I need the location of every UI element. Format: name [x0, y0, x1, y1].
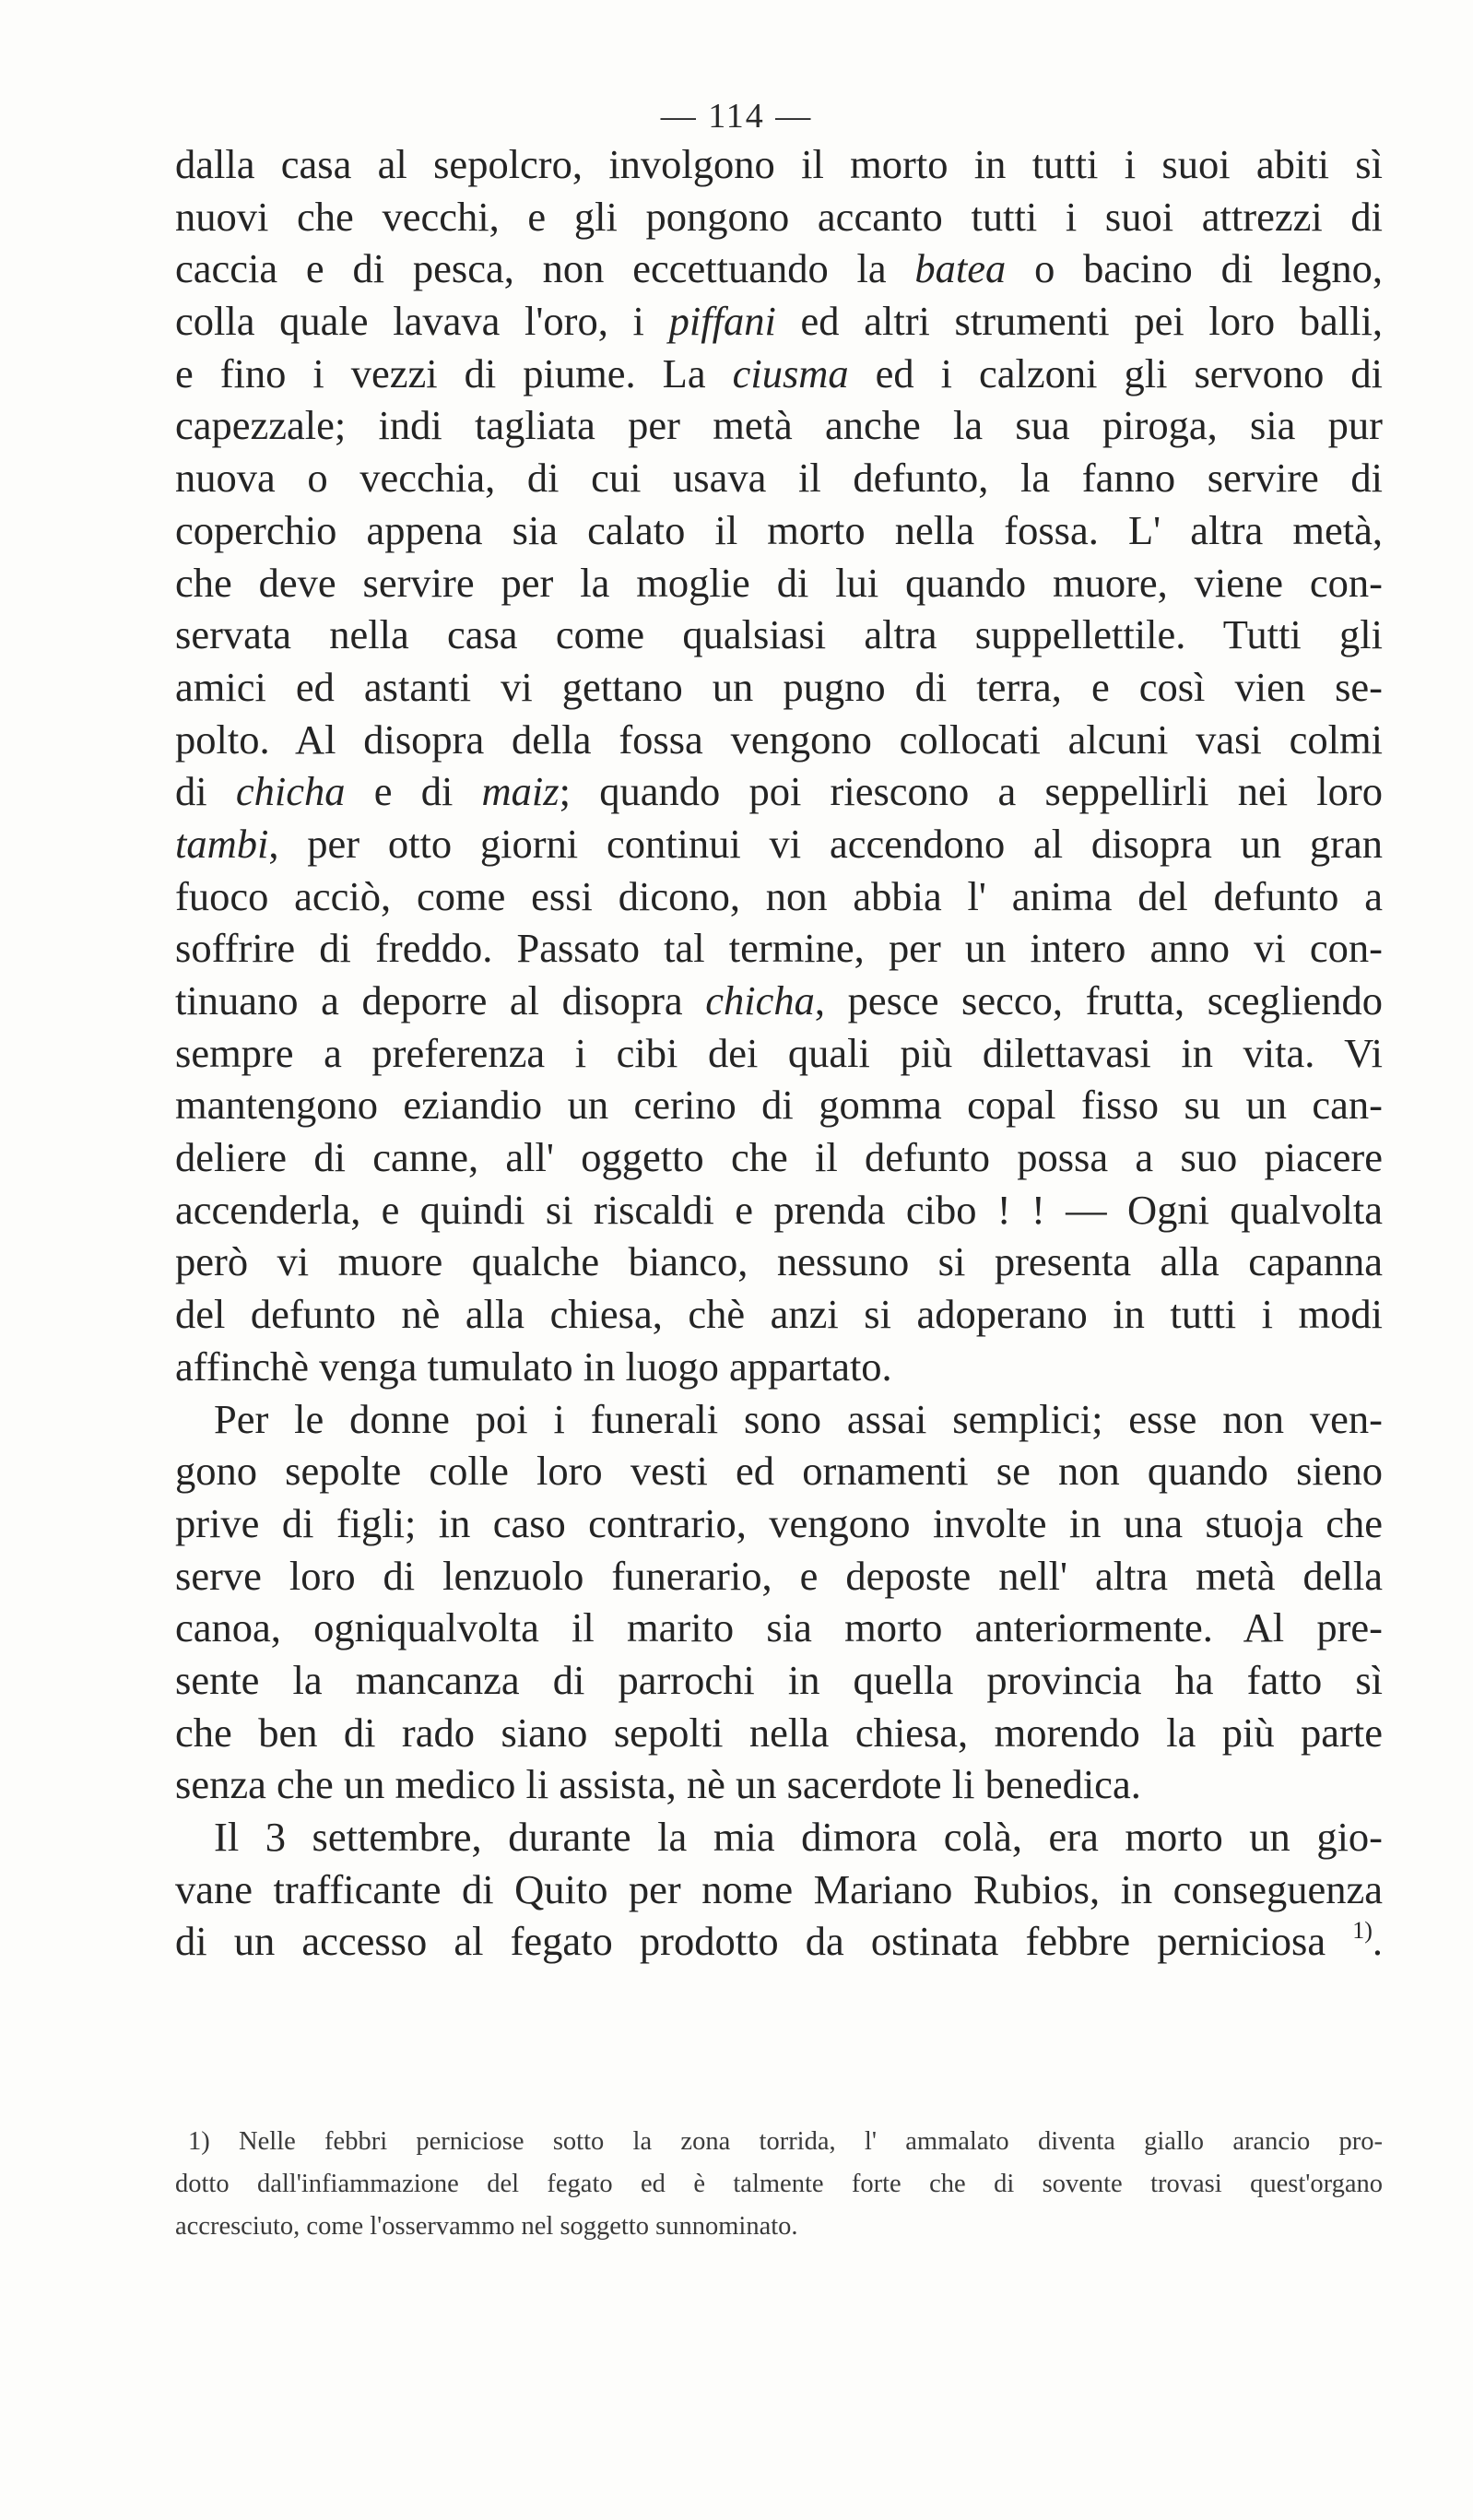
text-segment: ; quando poi riescono a seppellirli nei loro — [559, 768, 1383, 815]
footnote-line: dotto dall'infiammazione del fegato ed è talmente forte che di sovente trovasi quest'organo — [175, 2170, 1383, 2198]
text-line — [175, 1811, 1383, 1863]
text-segment: , per otto giorni continui vi accendono al disopra un gran — [268, 820, 1383, 867]
text-line — [175, 1131, 1383, 1184]
text-line — [175, 1027, 1383, 1080]
text-segment: fuoco acciò, come essi dicono, non abbia l' anima del defunto a — [175, 872, 1383, 919]
text-segment: di un accesso al fegato prodotto da ostinata febbre perniciosa — [175, 1918, 1353, 1965]
text-segment: tinuano a deporre al disopra — [175, 977, 706, 1023]
text-line — [175, 765, 1383, 818]
text-line — [175, 1550, 1383, 1603]
text-segment: deliere di canne, all' oggetto che il defunto possa a suo piacere — [175, 1134, 1383, 1181]
text-line — [175, 1079, 1383, 1131]
text-segment: amici ed astanti vi gettano un pugno di terra, e così vien se- — [175, 663, 1383, 710]
text-segment: . — [1372, 1918, 1383, 1965]
text-line — [175, 295, 1383, 348]
text-line — [175, 1654, 1383, 1707]
text-segment: però vi muore qualche bianco, nessuno si presenta alla capanna — [175, 1238, 1383, 1285]
footnote-line: accresciuto, come l'osservammo nel soggetto sunnominato. — [175, 2212, 798, 2241]
body-text — [175, 138, 1383, 1968]
text-line — [175, 191, 1383, 243]
text-segment: affinchè venga tumulato in luogo appartato. — [175, 1343, 892, 1390]
text-segment: che ben di rado siano sepolti nella chiesa, morendo la più parte — [175, 1709, 1383, 1756]
footnote-reference: 1) — [1352, 1917, 1373, 1945]
text-line — [175, 1393, 1383, 1446]
text-segment: servata nella casa come qualsiasi altra suppellettile. Tutti gli — [175, 611, 1383, 658]
text-segment: Il 3 settembre, durante la mia dimora colà, era morto un gio- — [214, 1814, 1383, 1860]
text-segment: e di — [345, 768, 482, 815]
text-line — [175, 138, 1383, 191]
text-segment: caccia e di pesca, non eccettuando la — [175, 245, 915, 292]
text-line — [175, 1184, 1383, 1236]
text-segment: ed i calzoni gli servono di — [848, 349, 1383, 396]
text-line — [175, 1341, 1383, 1393]
italic-term: chicha — [705, 977, 815, 1023]
text-line — [175, 348, 1383, 400]
text-segment: colla quale lavava l'oro, i — [175, 298, 669, 345]
text-segment: gono sepolte colle loro vesti ed ornamenti se non quando sieno — [175, 1448, 1383, 1495]
text-segment: che deve servire per la moglie di lui quando muore, viene con- — [175, 559, 1383, 606]
text-segment: nuovi che vecchi, e gli pongono accanto tutti i suoi attrezzi di — [175, 193, 1383, 240]
text-segment: ed altri strumenti pei loro balli, — [775, 298, 1383, 345]
text-line — [175, 452, 1383, 504]
text-segment: vane trafficante di Quito per nome Mariano Rubios, in conseguenza — [175, 1865, 1383, 1912]
text-line — [175, 1707, 1383, 1759]
italic-term: piffani — [668, 298, 776, 345]
text-segment: e fino i vezzi di piume. La — [175, 349, 733, 396]
text-line — [175, 1445, 1383, 1497]
text-segment: Per le donne poi i funerali sono assai semplici; esse non ven- — [214, 1395, 1383, 1442]
italic-term: batea — [914, 245, 1007, 292]
text-segment: di — [175, 768, 236, 815]
text-line — [175, 714, 1383, 766]
italic-term: chicha — [235, 768, 346, 815]
text-segment: soffrire di freddo. Passato tal termine, per un intero anno vi con- — [175, 925, 1383, 972]
text-line — [175, 1602, 1383, 1654]
text-segment: dalla casa al sepolcro, involgono il morto in tutti i suoi abiti sì — [175, 141, 1383, 187]
text-segment: serve loro di lenzuolo funerario, e deposte nell' altra metà della — [175, 1552, 1383, 1599]
page-number: — 114 — — [660, 97, 813, 136]
paragraph — [175, 138, 1383, 1393]
footnote — [175, 2121, 1383, 2248]
text-segment: capezzale; indi tagliata per metà anche la sua piroga, sia pur — [175, 402, 1383, 449]
text-line — [175, 922, 1383, 975]
text-segment: sente la mancanza di parrochi in quella provincia ha fatto sì — [175, 1656, 1383, 1703]
text-segment: , pesce secco, frutta, scegliendo — [814, 977, 1383, 1023]
text-line — [175, 661, 1383, 714]
text-segment: coperchio appena sia calato il morto nella fossa. L' altra metà, — [175, 506, 1383, 553]
text-line — [175, 1288, 1383, 1341]
text-line — [175, 870, 1383, 923]
text-segment: accenderla, e quindi si riscaldi e prenda cibo ! ! — Ogni qualvolta — [175, 1186, 1383, 1233]
footnote-line: 1) Nelle febbri perniciose sotto la zona torrida, l' ammalato diventa giallo arancio pro- — [188, 2127, 1383, 2156]
paragraph — [175, 1393, 1383, 1812]
text-segment: polto. Al disopra della fossa vengono collocati alcuni vasi colmi — [175, 716, 1383, 763]
text-line — [175, 975, 1383, 1027]
text-line — [175, 504, 1383, 557]
text-line — [175, 1863, 1383, 1916]
text-line — [175, 609, 1383, 661]
paragraph — [175, 1811, 1383, 1968]
text-line — [175, 1497, 1383, 1550]
text-line — [175, 1915, 1383, 1968]
italic-term: maiz — [481, 768, 560, 815]
text-line — [175, 557, 1383, 609]
text-line — [175, 1236, 1383, 1288]
text-segment: nuova o vecchia, di cui usava il defunto, la fanno servire di — [175, 455, 1383, 502]
text-segment: mantengono eziandio un cerino di gomma copal fisso su un can- — [175, 1082, 1383, 1129]
text-line — [175, 818, 1383, 870]
text-segment: o bacino di legno, — [1006, 245, 1383, 292]
italic-term: tambi — [175, 820, 269, 867]
text-segment: sempre a preferenza i cibi dei quali più dilettavasi in vita. Vi — [175, 1029, 1383, 1076]
text-line — [175, 399, 1383, 452]
text-segment: del defunto nè alla chiesa, chè anzi si adoperano in tutti i modi — [175, 1291, 1383, 1338]
text-segment: senza che un medico li assista, nè un sacerdote li benedica. — [175, 1761, 1141, 1808]
text-segment: canoa, ogniqualvolta il marito sia morto anteriormente. Al pre- — [175, 1604, 1383, 1651]
italic-term: ciusma — [732, 349, 849, 396]
text-line — [175, 243, 1383, 295]
text-line — [175, 1758, 1383, 1811]
text-segment: prive di figli; in caso contrario, vengono involte in una stuoja che — [175, 1499, 1383, 1546]
